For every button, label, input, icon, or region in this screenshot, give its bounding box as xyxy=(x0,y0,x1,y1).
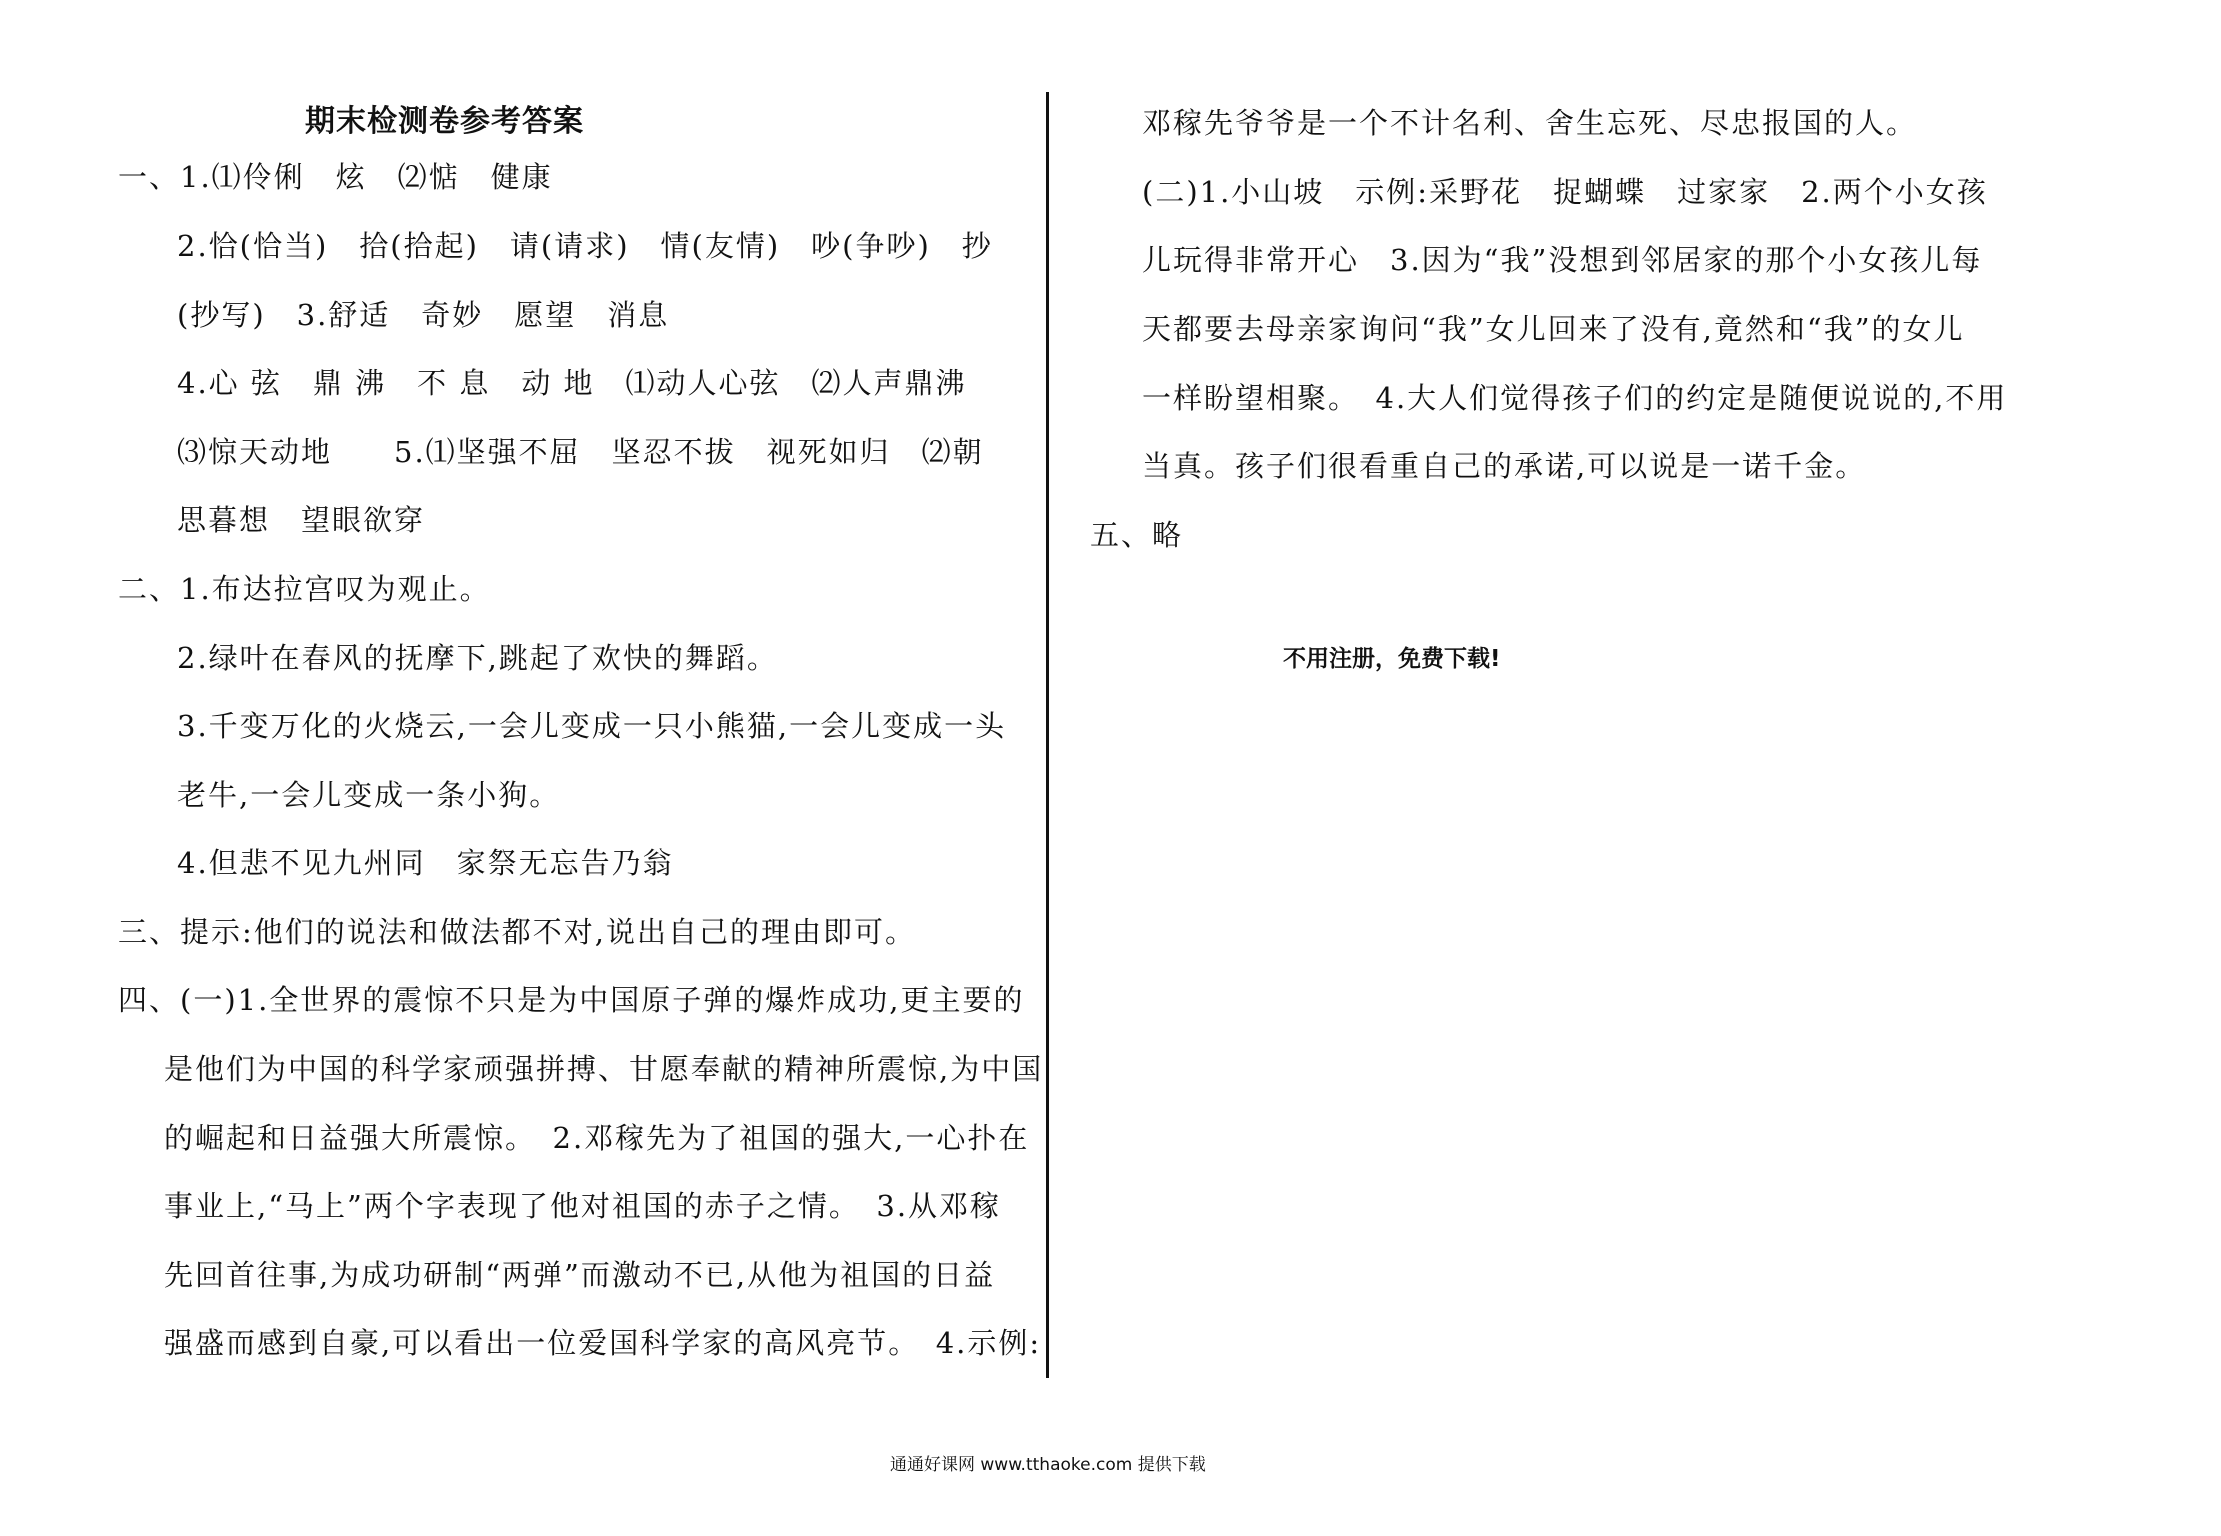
answer-line: 事业上,“马上”两个字表现了他对祖国的赤子之情。 3.从邓稼 xyxy=(164,1189,1002,1223)
answer-line: 先回首往事,为成功研制“两弹”而激动不已,从他为祖国的日益 xyxy=(164,1258,996,1292)
answer-line: 思暮想 望眼欲穿 xyxy=(177,503,426,537)
answer-line: ⑶惊天动地 5.⑴坚强不屈 坚忍不拔 视死如归 ⑵朝 xyxy=(177,435,984,469)
answer-line: 五、略 xyxy=(1090,518,1184,552)
column-divider xyxy=(1046,92,1049,1378)
answer-line: 强盛而感到自豪,可以看出一位爱国科学家的高风亮节。 4.示例: xyxy=(164,1326,1042,1360)
answer-line: 邓稼先爷爷是一个不计名利、舍生忘死、尽忠报国的人。 xyxy=(1142,106,1918,140)
answer-line: 3.千变万化的火烧云,一会儿变成一只小熊猫,一会儿变成一头 xyxy=(177,709,1007,743)
answer-line: 老牛,一会儿变成一条小狗。 xyxy=(177,778,561,812)
download-notice: 不用注册，免费下载! xyxy=(1283,646,1501,672)
answer-line: 2.绿叶在春风的抚摩下,跳起了欢快的舞蹈。 xyxy=(177,641,778,675)
answer-line: 三、提示:他们的说法和做法都不对,说出自己的理由即可。 xyxy=(118,915,916,949)
answer-line: 2.恰(恰当) 拾(拾起) 请(请求) 情(友情) 吵(争吵) 抄 xyxy=(177,229,993,263)
answer-line: (抄写) 3.舒适 奇妙 愿望 消息 xyxy=(177,298,670,332)
answer-line: 4.心 弦 鼎 沸 不 息 动 地 ⑴动人心弦 ⑵人声鼎沸 xyxy=(177,366,967,400)
answer-line: 儿玩得非常开心 3.因为“我”没想到邻居家的那个小女孩儿每 xyxy=(1142,243,1983,277)
answer-line: (二)1.小山坡 示例:采野花 捉蝴蝶 过家家 2.两个小女孩 xyxy=(1142,175,1988,209)
answer-line: 四、(一)1.全世界的震惊不只是为中国原子弹的爆炸成功,更主要的 xyxy=(118,983,1025,1017)
answer-line: 当真。孩子们很看重自己的承诺,可以说是一诺千金。 xyxy=(1142,449,1867,483)
answer-line: 的崛起和日益强大所震惊。 2.邓稼先为了祖国的强大,一心扑在 xyxy=(164,1121,1030,1155)
answer-line: 是他们为中国的科学家顽强拼搏、甘愿奉献的精神所震惊,为中国 xyxy=(164,1052,1044,1086)
answer-line: 二、1.布达拉宫叹为观止。 xyxy=(118,572,491,606)
page-title: 期末检测卷参考答案 xyxy=(305,104,584,139)
answer-line: 天都要去母亲家询问“我”女儿回来了没有,竟然和“我”的女儿 xyxy=(1142,312,1965,346)
answer-line: 一样盼望相聚。 4.大人们觉得孩子们的约定是随便说说的,不用 xyxy=(1142,381,2008,415)
page-footer: 通通好课网 www.tthaoke.com 提供下载 xyxy=(890,1455,1206,1475)
answer-line: 4.但悲不见九州同 家祭无忘告乃翁 xyxy=(177,846,674,880)
answer-line: 一、1.⑴伶俐 炫 ⑵惦 健康 xyxy=(118,160,553,194)
